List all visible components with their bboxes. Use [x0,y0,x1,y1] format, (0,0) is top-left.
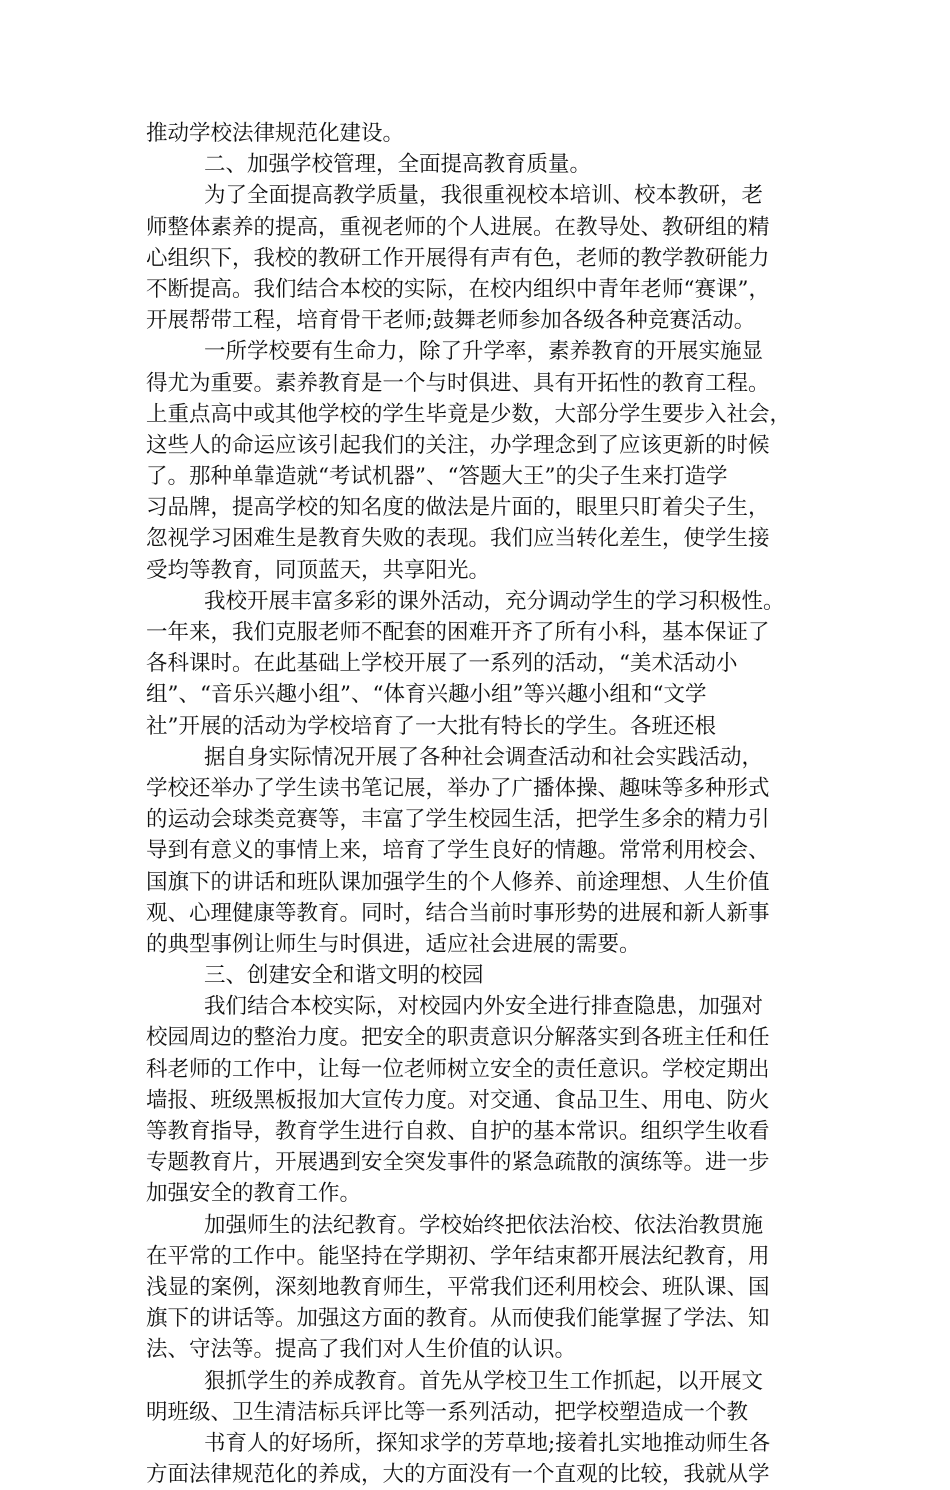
text-line: 忽视学习困难生是教育失败的表现。我们应当转化差生，使学生接 [146,526,770,552]
text-line: 专题教育片，开展遇到安全突发事件的紧急疏散的演练等。进一步 [146,1150,770,1176]
text-line: 据自身实际情况开展了各种社会调查活动和社会实践活动， [204,744,764,770]
text-line: 上重点高中或其他学校的学生毕竟是少数，大部分学生要步入社会， [146,401,792,427]
text-line: 方面法律规范化的养成，大的方面没有一个直观的比较，我就从学 [146,1462,770,1488]
text-line: 一年来，我们克服老师不配套的困难开齐了所有小科，基本保证了 [146,620,770,645]
text-line: 导到有意义的事情上来，培育了学生良好的情趣。常常利用校会、 [146,838,770,864]
text-line: 的运动会球类竞赛等，丰富了学生校园生活，把学生多余的精力引 [146,807,770,833]
text-line: 法、守法等。提高了我们对人生价值的认识。 [146,1337,577,1363]
text-line: 各科课时。在此基础上学校开展了一系列的活动，“美术活动小 [146,651,738,677]
text-line: 书育人的好场所，探知求学的芳草地;接着扎实地推动师生各 [204,1430,771,1456]
text-line: 得尤为重要。素养教育是一个与时俱进、具有开拓性的教育工程。 [146,370,770,396]
text-line: 加强安全的教育工作。 [146,1181,362,1207]
text-line: 这些人的命运应该引起我们的关注，办学理念到了应该更新的时候 [146,432,770,458]
text-line: 的典型事例让师生与时俱进，适应社会进展的需要。 [146,931,641,957]
text-line: 推动学校法律规范化建设。 [146,121,405,146]
text-line: 学校还举办了学生读书笔记展，举办了广播体操、趣味等多种形式 [146,775,770,801]
text-line: 习品牌，提高学校的知名度的做法是片面的，眼里只盯着尖子生， [146,495,770,521]
text-line: 二、加强学校管理，全面提高教育质量。 [204,152,592,178]
text-line: 师整体素养的提高，重视老师的个人进展。在教导处、教研组的精 [146,214,770,240]
text-line: 墙报、班级黑板报加大宣传力度。对交通、食品卫生、用电、防火 [146,1087,770,1113]
text-line: 旗下的讲话等。加强这方面的教育。从而使我们能掌握了学法、知 [146,1306,770,1332]
text-line: 为了全面提高教学质量，我很重视校本培训、校本教研，老 [204,183,764,209]
text-line: 受均等教育，同顶蓝天，共享阳光。 [146,557,491,583]
text-line: 等教育指导，教育学生进行自救、自护的基本常识。组织学生收看 [146,1119,770,1144]
text-line: 组”、“音乐兴趣小组”、“体育兴趣小组”等兴趣小组和“文学 [146,682,707,708]
text-line: 加强师生的法纪教育。学校始终把依法治校、依法治教贯施 [204,1212,764,1238]
text-line: 了。那种单靠造就“考试机器”、“答题大王”的尖子生来打造学 [146,464,728,490]
text-line: 不断提高。我们结合本校的实际，在校内组织中青年老师“赛课”， [146,276,770,302]
text-line: 心组织下，我校的教研工作开展得有声有色，老师的教学教研能力 [146,245,770,271]
text-line: 观、心理健康等教育。同时，结合当前时事形势的进展和新人新事 [146,900,770,926]
text-line: 国旗下的讲话和班队课加强学生的个人修养、前途理想、人生价值 [146,869,770,895]
text-line: 浅显的案例，深刻地教育师生，平常我们还利用校会、班队课、国 [146,1274,770,1300]
text-line: 三、创建安全和谐文明的校园 [204,963,484,989]
text-line: 在平常的工作中。能坚持在学期初、学年结束都开展法纪教育，用 [146,1243,770,1269]
document-body [146,118,826,1490]
text-line: 科老师的工作中，让每一位老师树立安全的责任意识。学校定期出 [146,1056,770,1082]
text-line: 我校开展丰富多彩的课外活动，充分调动学生的学习积极性。 [204,588,785,614]
text-line: 开展帮带工程，培育骨干老师;鼓舞老师参加各级各种竞赛活动。 [146,308,756,334]
text-line: 我们结合本校实际，对校园内外安全进行排查隐患，加强对 [204,994,764,1020]
text-line: 社”开展的活动为学校培育了一大批有特长的学生。各班还根 [146,713,716,739]
text-line: 校园周边的整治力度。把安全的职责意识分解落实到各班主任和任 [146,1025,770,1051]
text-line: 明班级、卫生清洁标兵评比等一系列活动，把学校塑造成一个教 [146,1399,749,1425]
text-line: 一所学校要有生命力，除了升学率，素养教育的开展实施显 [204,339,764,365]
text-line: 狠抓学生的养成教育。首先从学校卫生工作抓起，以开展文 [204,1368,764,1394]
